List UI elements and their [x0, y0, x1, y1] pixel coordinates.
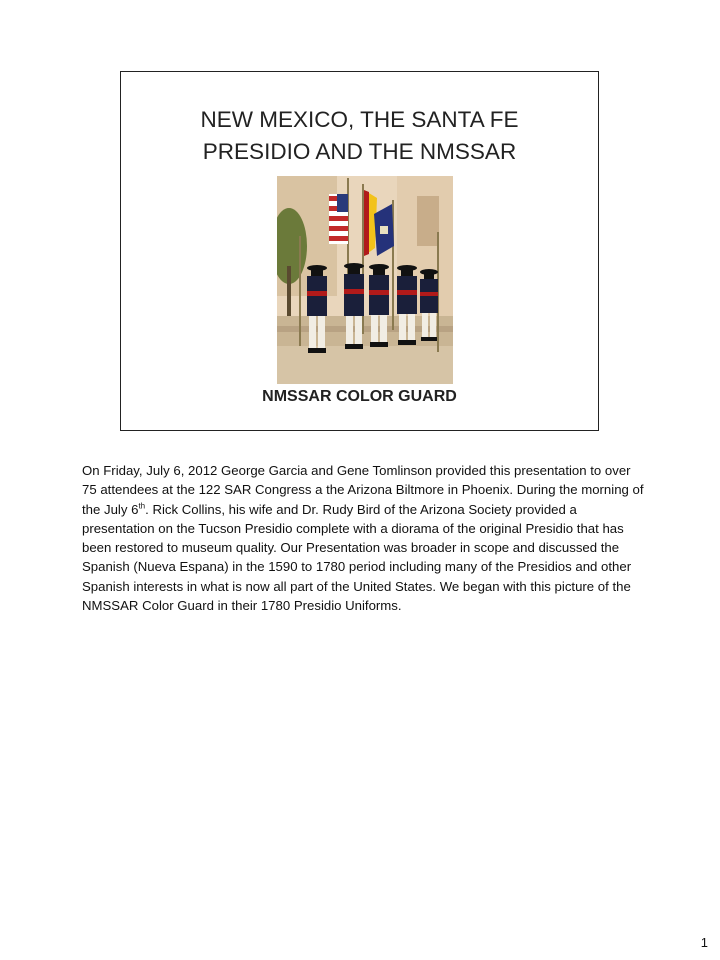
slide-thumbnail — [120, 71, 599, 431]
slide-title-line-1: NEW MEXICO, THE SANTA FE — [200, 107, 519, 132]
notes-text-part-2: . Rick Collins, his wife and Dr. Rudy Bird of the Arizona Society provided a presentation on the Tucson Presidio complete with a diorama of the original Presidio that has been restored to museum quality. Our Presentation was broader in scope and discussed the Spanish (Nueva Espana) in the 1590 to 1780 period including many of the Presidios and other Spanish interests in what is now all part of the United States. We began with this picture of the NMSSAR Color Guard in their 1780 Presidio Uniforms. — [82, 501, 632, 614]
notes-text-part-1: On Friday, July 6, 2012 George Garcia and Gene Tomlinson provided this presentation to over 75 attendees at the 122 SAR Congress a the Arizona Biltmore in Phoenix. During the morning of the July 6 — [82, 463, 644, 517]
slide-caption: NMSSAR COLOR GUARD — [262, 388, 457, 405]
color-guard-photo — [277, 176, 453, 384]
page-number: 1 — [700, 935, 708, 950]
slide-title — [121, 104, 598, 168]
us-flag-icon — [329, 194, 348, 244]
speaker-notes — [82, 461, 647, 615]
notes-superscript: th — [138, 501, 146, 511]
slide-title-line-2: PRESIDIO AND THE NMSSAR — [202, 139, 517, 164]
